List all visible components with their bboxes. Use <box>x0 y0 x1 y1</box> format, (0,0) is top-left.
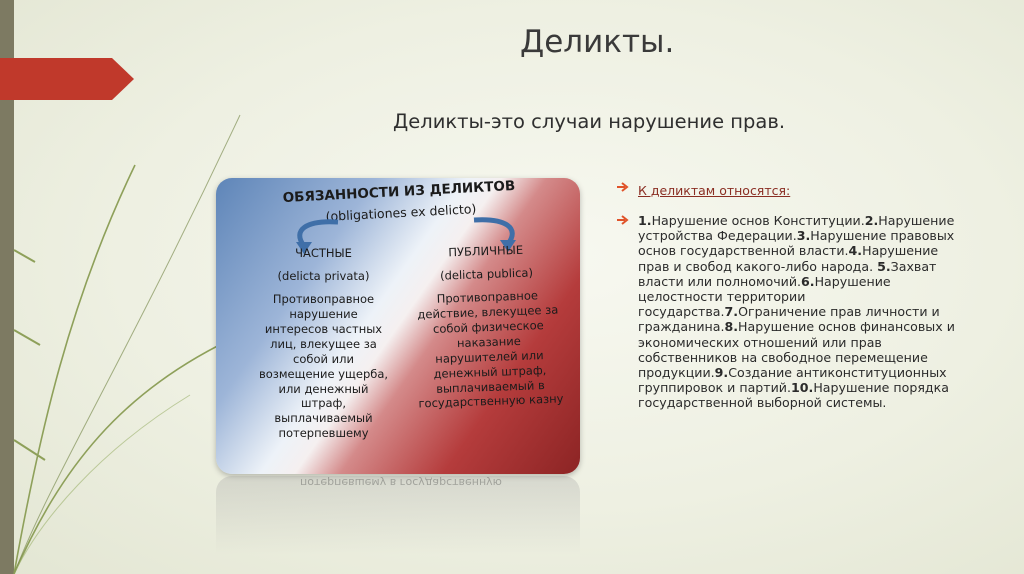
diagram-reflection <box>216 476 580 574</box>
delicts-list <box>616 180 966 411</box>
offense-text: Нарушение прав и свобод какого-либо народа. <box>638 243 939 274</box>
list-item-label <box>616 180 966 199</box>
public-delicts-title: ПУБЛИЧНЫЕ <box>448 242 524 260</box>
offense-number: 6. <box>801 273 815 289</box>
offense-text: Нарушение целостности территории государства. <box>638 273 891 320</box>
reflection-text: потерпевшему в государственную <box>300 476 502 489</box>
private-delicts-column <box>256 246 391 449</box>
slide-title: Деликты. <box>520 24 675 60</box>
private-delicts-text: Противоправное нарушение интересов частных лиц, влекущее за собой или возмещение ущерба, или денежный штраф, выплачиваемый потерпевшему <box>258 291 389 441</box>
chevron-arrow-icon <box>616 182 630 194</box>
offense-number: 8. <box>724 319 739 335</box>
private-delicts-latin: (delicta privata) <box>277 268 370 283</box>
public-delicts-column <box>413 242 564 420</box>
diagram-heading-latin: (obligationes ex delicto) <box>325 201 477 224</box>
offense-text: Создание антиконституционных группировок и партий. <box>638 365 947 396</box>
public-delicts-text: Противоправное действие, влекущее за собой физическое наказание нарушителей или денежный штраф, выплачиваемый в государственную казну <box>417 288 564 411</box>
diagram-heading: ОБЯЗАННОСТИ ИЗ ДЕЛИКТОВ <box>282 177 516 207</box>
offense-number: 5. <box>877 258 891 274</box>
offense-text: Нарушение устройства Федерации. <box>638 213 955 244</box>
list-heading-link[interactable]: К деликтам относятся: <box>638 183 791 198</box>
chevron-arrow-icon <box>616 215 630 227</box>
offense-number: 2. <box>864 213 879 228</box>
offense-number: 10. <box>791 380 814 396</box>
offense-text: Ограничение прав личности и гражданина. <box>638 304 940 335</box>
offenses-text <box>638 213 966 411</box>
offense-text: Нарушение порядка государственной выборной системы. <box>638 380 949 411</box>
offense-number: 9. <box>714 365 729 381</box>
accent-arrow-shape <box>0 58 134 100</box>
private-delicts-title: ЧАСТНЫЕ <box>295 246 352 260</box>
offense-number: 7. <box>724 304 739 320</box>
obligations-diagram-image <box>216 178 580 474</box>
offense-text: Захват власти или полномочий. <box>638 258 937 289</box>
offense-number: 1. <box>638 213 652 228</box>
offense-text: Нарушение основ Конституции. <box>651 213 865 228</box>
list-item-offenses <box>616 213 966 411</box>
public-delicts-latin: (delicta publica) <box>439 265 534 283</box>
offense-text: Нарушение основ финансовых и экономических отношений или прав собственников на свободное перемещение продукции. <box>638 319 955 381</box>
offense-text: Нарушение правовых основ государственной власти. <box>638 228 955 259</box>
offense-number: 4. <box>848 243 863 259</box>
slide-subtitle: Деликты-это случаи нарушение прав. <box>393 110 786 133</box>
offense-number: 3. <box>796 228 811 244</box>
